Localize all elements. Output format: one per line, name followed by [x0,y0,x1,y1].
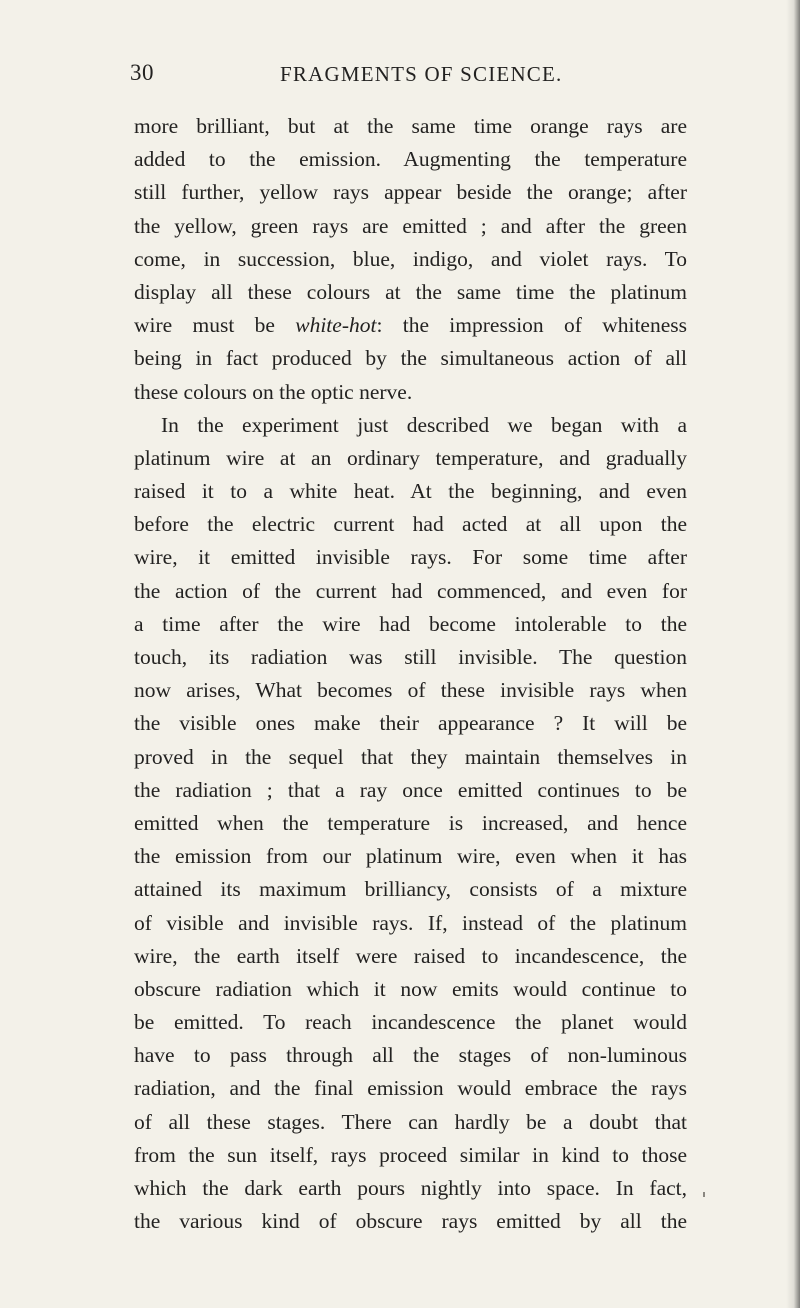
text-line: more brilliant, but at the same time orange rays are [134,114,687,138]
text-line: which the dark earth pours nightly into space. In fact, [134,1176,687,1200]
text-line: the radiation ; that a ray once emitted continues to be [134,777,687,802]
text-line: attained its maximum brilliancy, consists of a mixture [134,877,687,902]
text-line: touch, its radiation was still invisible. The question [134,645,687,669]
text-line [134,309,687,342]
text-line: from the sun itself, rays proceed similar in kind to those [134,1142,687,1167]
text-line: be emitted. To reach incandescence the planet would [134,1010,687,1035]
page-number: 30 [130,60,154,85]
text-line: wire, it emitted invisible rays. For some time after [134,545,687,570]
text-line: the action of the current had commenced, and even for [134,578,687,603]
text-line: proved in the sequel that they maintain themselves in [134,744,687,769]
text-line: now arises, What becomes of these invisible rays when [134,678,687,703]
text-line: being in fact produced by the simultaneous action of all [134,346,687,371]
emphasis-white-hot: white-hot [295,313,377,338]
text-segment: : the impression of whiteness [376,313,687,338]
text-line: still further, yellow rays appear beside the orange; after [134,180,687,205]
text-line: the various kind of obscure rays emitted by all the [134,1209,687,1234]
page-header [130,60,710,94]
text-line: raised it to a white heat. At the beginning, and even [134,479,687,504]
text-line: the emission from our platinum wire, even when it has [134,844,687,869]
text-line: the visible ones make their appearance ? It will be [134,711,687,736]
text-line: a time after the wire had become intolerable to the [134,611,687,636]
text-line: In the experiment just described we began with a [161,412,687,437]
text-line: have to pass through all the stages of non-luminous [134,1043,687,1068]
print-speck [703,1192,705,1197]
text-line: come, in succession, blue, indigo, and violet rays. To [134,246,687,271]
text-line: before the electric current had acted at all upon the [134,512,687,537]
text-line: display all these colours at the same time the platinum [134,279,687,304]
page-edge-shadow [786,0,800,1308]
text-line: the yellow, green rays are emitted ; and after the green [134,213,687,238]
body-text [134,110,687,1238]
text-line: these colours on the optic nerve. [134,379,413,404]
text-line: of all these stages. There can hardly be a doubt that [134,1109,687,1134]
text-segment: wire must be [134,313,296,338]
text-line: of visible and invisible rays. If, instead of the platinum [134,910,687,935]
running-title: FRAGMENTS OF SCIENCE. [280,62,563,86]
text-line: wire, the earth itself were raised to incandescence, the [134,943,687,968]
text-line: added to the emission. Augmenting the temperature [134,147,687,172]
text-line: radiation, and the final emission would embrace the rays [134,1076,687,1101]
text-line: platinum wire at an ordinary temperature, and gradually [134,445,687,470]
text-line: emitted when the temperature is increased, and hence [134,810,687,835]
text-line: obscure radiation which it now emits would continue to [134,976,687,1001]
